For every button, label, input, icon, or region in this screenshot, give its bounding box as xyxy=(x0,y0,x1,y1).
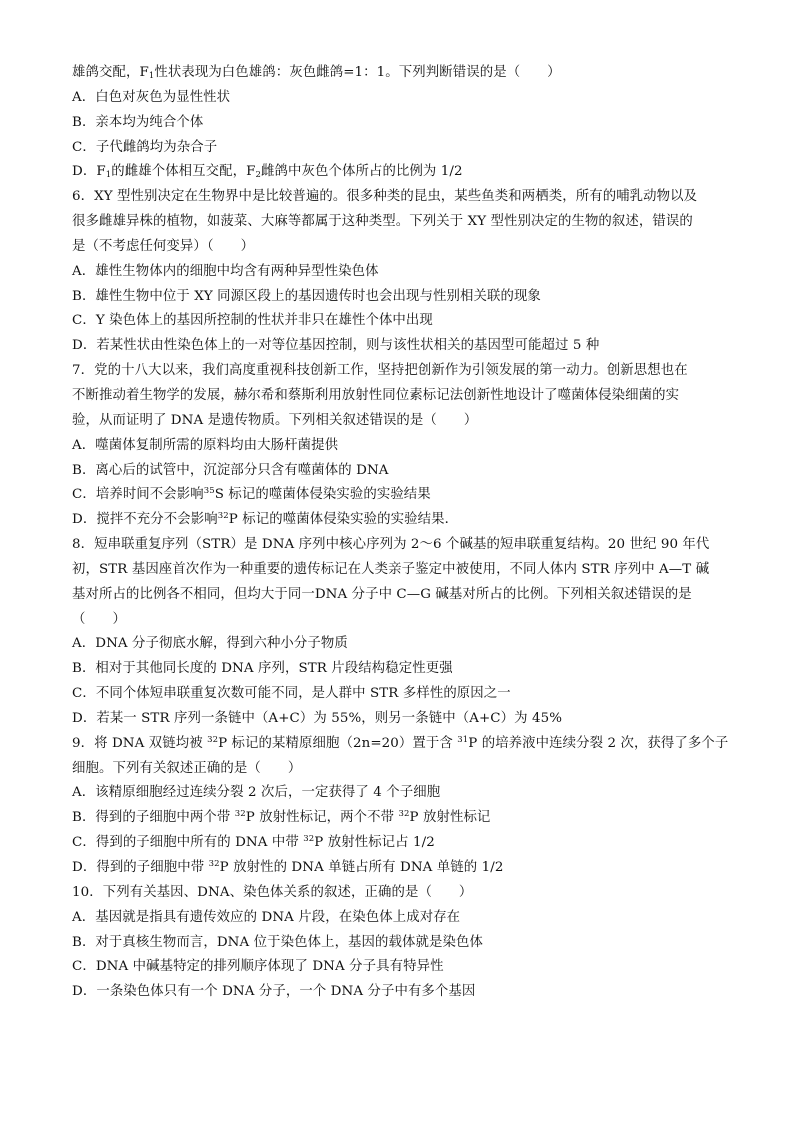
subscript: 1 xyxy=(105,170,112,181)
q5-option-a: A．白色对灰色为显性性状 xyxy=(72,89,231,105)
superscript: 32 xyxy=(303,834,315,845)
option-text: P 放射性的 DNA 单链占所有 DNA 单链的 1/2 xyxy=(219,860,504,875)
option-text: D．得到的子细胞中带 xyxy=(72,860,209,875)
option-text: P 放射性标记，两个不带 xyxy=(245,810,399,826)
option-text: C．得到的子细胞中所有的 DNA 中带 xyxy=(72,835,304,851)
q6-option-c: C．Y 染色体上的基因所控制的性状并非只在雄性个体中出现 xyxy=(72,313,433,329)
q10-option-a: A．基因就是指具有遗传效应的 DNA 片段，在染色体上成对存在 xyxy=(72,909,461,925)
q5-stem-text: 性状表现为白色雄鸽：灰色雌鸽=1：1。下列判断错误的是（ ） xyxy=(154,65,561,80)
q10-option-d: D．一条染色体只有一个 DNA 分子，一个 DNA 分子中有多个基因 xyxy=(72,984,476,1000)
q7-stem-line: 不断推动着生物学的发展，赫尔希和蔡斯利用放射性同位素标记法创新性地设计了噬菌体侵染细菌的实 xyxy=(72,387,680,403)
q8-stem-line: 初，STR 基因座首次作为一种重要的遗传标记在人类亲子鉴定中被使用，不同人体内 STR 序列中 A—T 碱 xyxy=(72,561,710,577)
q5-option-d xyxy=(72,160,722,185)
q8-option-a: A．DNA 分子彻底水解，得到六种小分子物质 xyxy=(72,636,348,652)
q5-option-b: B．亲本均为纯合个体 xyxy=(72,114,204,130)
q8-option-d: D．若某一 STR 序列一条链中（A+C）为 55%，则另一条链中（A+C）为 45% xyxy=(72,710,563,726)
q7-stem-line: 验，从而证明了 DNA 是遗传物质。下列相关叙述错误的是（ ） xyxy=(72,412,478,428)
q9-option-b xyxy=(72,806,722,831)
stem-text: 9．将 DNA 双链均被 xyxy=(72,735,208,751)
q7-option-b: B．离心后的试管中，沉淀部分只含有噬菌体的 DNA xyxy=(72,462,389,478)
q7-option-c xyxy=(72,483,722,508)
q9-stem-line xyxy=(72,732,729,757)
superscript: 32 xyxy=(208,859,220,869)
q6-stem-line: 6．XY 型性别决定在生物界中是比较普遍的。很多种类的昆虫，某些鱼类和两栖类，所有的哺乳动物以及 xyxy=(72,189,698,205)
q8-stem-line: 8．短串联重复序列（STR）是 DNA 序列中核心序列为 2～6 个碱基的短串联重复结构。20 世纪 90 年代 xyxy=(72,537,710,553)
q8-option-c: C．不同个体短串联重复次数可能不同，是人群中 STR 多样性的原因之一 xyxy=(72,686,511,702)
q9-option-c xyxy=(72,831,722,856)
q6-option-b: B．雄性生物中位于 XY 同源区段上的基因遗传时也会出现与性别相关联的现象 xyxy=(72,288,541,304)
superscript: 32 xyxy=(234,809,246,820)
q10-option-c: C．DNA 中碱基特定的排列顺序体现了 DNA 分子具有特异性 xyxy=(72,959,444,975)
option-text: B．得到的子细胞中两个带 xyxy=(72,810,235,826)
option-text: D．F xyxy=(72,164,106,180)
q8-stem-line: 基对所占的比例各不相同，但均大于同一DNA 分子中 C—G 碱基对所占的比例。下列相关叙述错误的是 xyxy=(72,586,692,602)
superscript: 35 xyxy=(203,486,215,497)
option-text: P 放射性标记 xyxy=(409,810,491,826)
q9-stem-line: 细胞。下列有关叙述正确的是（ ） xyxy=(72,760,302,776)
q6-option-a: A．雄性生物体内的细胞中均含有两种异型性染色体 xyxy=(72,263,379,279)
superscript: 32 xyxy=(217,511,229,522)
option-text: D．搅拌不充分不会影响 xyxy=(72,512,218,528)
q8-option-b: B．相对于其他同长度的 DNA 序列，STR 片段结构稳定性更强 xyxy=(72,661,453,677)
stem-text: P 标记的某精原细胞（2n=20）置于含 xyxy=(218,735,458,751)
superscript: 32 xyxy=(207,734,219,745)
superscript: 31 xyxy=(457,734,469,745)
subscript: 1 xyxy=(148,71,155,81)
q7-option-d xyxy=(72,508,722,533)
q5-option-c: C．子代雌鸽均为杂合子 xyxy=(72,139,218,155)
option-text: S 标记的噬菌体侵染实验的实验结果 xyxy=(214,487,431,503)
option-text: C．培养时间不会影响 xyxy=(72,487,204,503)
q5-stem-text: 雄鸽交配，F xyxy=(72,65,149,80)
option-text: P 放射性标记占 1/2 xyxy=(314,835,435,851)
q6-stem-line: 很多雌雄异株的植物，如菠菜、大麻等都属于这种类型。下列关于 XY 型性别决定的生物的叙述，错误的 xyxy=(72,214,693,230)
option-text: 雌鸽中灰色个体所占的比例为 1/2 xyxy=(261,164,463,180)
superscript: 32 xyxy=(398,809,410,820)
subscript: 2 xyxy=(255,170,262,181)
q5-stem-line xyxy=(72,61,722,86)
option-text: P 标记的噬菌体侵染实验的实验结果． xyxy=(228,512,459,528)
question-list xyxy=(72,61,729,1005)
q6-stem-line: 是（不考虑任何变异）（ ） xyxy=(72,238,255,254)
option-text: 的雌雄个体相互交配，F xyxy=(111,164,256,180)
q9-option-a: A．该精原细胞经过连续分裂 2 次后，一定获得了 4 个子细胞 xyxy=(72,785,441,801)
q7-stem-line: 7．党的十八大以来，我们高度重视科技创新工作，坚持把创新作为引领发展的第一动力。创新思想也在 xyxy=(72,363,688,379)
q9-option-d xyxy=(72,856,722,881)
stem-text: P 的培养液中连续分裂 2 次，获得了多个子 xyxy=(468,735,729,751)
q6-option-d: D．若某性状由性染色体上的一对等位基因控制，则与该性状相关的基因型可能超过 5 种 xyxy=(72,338,600,354)
q8-stem-line: （ ） xyxy=(72,611,126,627)
q10-stem-line: 10．下列有关基因、DNA、染色体关系的叙述，正确的是（ ） xyxy=(72,884,473,900)
q10-option-b: B．对于真核生物而言，DNA 位于染色体上，基因的载体就是染色体 xyxy=(72,934,483,950)
q7-option-a: A．噬菌体复制所需的原料均由大肠杆菌提供 xyxy=(72,437,339,453)
